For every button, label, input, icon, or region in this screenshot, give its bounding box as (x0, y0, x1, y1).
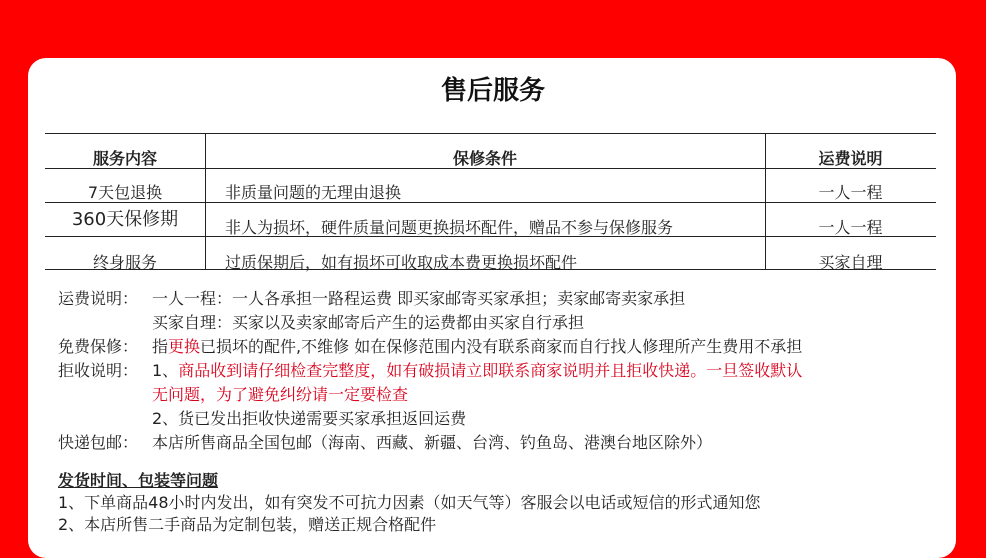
table-row-service: 终身服务 (92, 253, 157, 272)
free-repair-text (152, 335, 802, 359)
table-row-condition: 非人为损坏，硬件质量问题更换损坏配件，赠品不参与保修服务 (225, 218, 674, 237)
shipping-note-second (58, 311, 958, 335)
shipping-note-label: 运费说明： (58, 289, 139, 308)
express-note-text: 本店所售商品全国包邮（海南、西藏、新疆、台湾、钓鱼岛、港澳台地区除外） (152, 433, 713, 452)
free-repair-label: 免费保修： (58, 337, 139, 356)
free-repair-highlight: 更换 (168, 337, 201, 356)
shipping-note (58, 287, 958, 311)
free-repair-note (58, 335, 958, 359)
express-note-label: 快递包邮： (58, 433, 139, 452)
header-shipping: 运费说明 (818, 149, 883, 168)
reject-note-number: 1、 (152, 361, 179, 380)
table-row-shipping: 一人一程 (818, 218, 883, 237)
page-title: 售后服务 (440, 76, 545, 106)
table-header-divider (45, 168, 936, 169)
reject-note-label: 拒收说明： (58, 361, 139, 380)
shipping-section-title: 发货时间、包装等问题 (58, 471, 219, 490)
free-repair-text-post: 已损坏的配件,不维修 如在保修范围内没有联系商家而自行找人修理所产生费用不承担 (200, 337, 803, 356)
shipping-section-line: 1、下单商品48小时内发出，如有突发不可抗力因素（如天气等）客服会以电话或短信的形式通知您 (58, 493, 761, 512)
shipping-note-line: 一人一程：一人各承担一路程运费 即买家邮寄买家承担；卖家邮寄卖家承担 (152, 289, 686, 308)
table-border-top (45, 133, 936, 134)
service-table (45, 133, 936, 270)
shipping-note-line: 买家自理：买家以及卖家邮寄后产生的运费都由买家自行承担 (152, 313, 585, 332)
table-row-condition: 过质保期后，如有损坏可收取成本费更换损坏配件 (225, 253, 578, 272)
reject-note-line: 2、货已发出拒收快递需要买家承担返回运费 (152, 409, 467, 428)
reject-note-continued (58, 383, 958, 407)
table-row-service: 7天包退换 (87, 183, 163, 202)
reject-note-warning: 商品收到请仔细检查完整度，如有破损请立即联系商家说明并且拒收快递。一旦签收默认 (178, 361, 803, 380)
table-row-divider (45, 202, 936, 203)
table-row-condition: 非质量问题的无理由退换 (225, 183, 402, 202)
header-service: 服务内容 (92, 149, 157, 168)
reject-note-warning-continued: 无问题，为了避免纠纷请一定要检查 (152, 385, 409, 404)
notes-section (58, 287, 958, 455)
table-row-shipping: 买家自理 (818, 253, 883, 272)
express-note (58, 431, 958, 455)
reject-note (58, 359, 958, 383)
table-row-service: 360天保修期 (71, 209, 179, 230)
header-condition: 保修条件 (452, 149, 517, 168)
shipping-section-line: 2、本店所售二手商品为定制包装，赠送正规合格配件 (58, 515, 437, 534)
free-repair-text-pre: 指 (152, 337, 169, 356)
shipping-section (58, 470, 958, 536)
reject-note-second (58, 407, 958, 431)
table-row-shipping: 一人一程 (818, 183, 883, 202)
